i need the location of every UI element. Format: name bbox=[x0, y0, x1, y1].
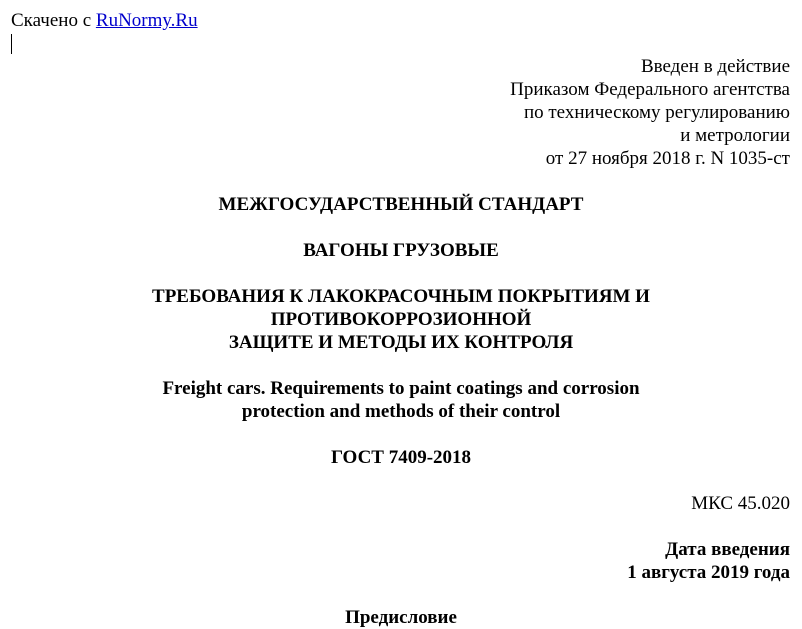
text-cursor bbox=[11, 34, 12, 54]
source-link[interactable]: RuNormy.Ru bbox=[95, 10, 198, 31]
approval-line: и метрологии bbox=[680, 125, 790, 146]
document-subject-text: ВАГОНЫ ГРУЗОВЫЕ bbox=[303, 240, 499, 261]
intro-date-label: Дата введения bbox=[665, 539, 790, 560]
mks-text: МКС 45.020 bbox=[691, 493, 790, 514]
title-english bbox=[0, 377, 802, 423]
title-russian-line: ПРОТИВОКОРРОЗИОННОЙ bbox=[270, 309, 532, 330]
document-subject bbox=[0, 239, 802, 262]
source-line bbox=[11, 9, 198, 32]
preface-heading-text: Предисловие bbox=[345, 607, 457, 628]
approval-line: по техническому регулированию bbox=[523, 102, 790, 123]
approval-line: Введен в действие bbox=[640, 56, 790, 77]
source-prefix: Скачено с bbox=[11, 10, 96, 31]
intro-date-value: 1 августа 2019 года bbox=[627, 562, 790, 583]
approval-line: Приказом Федерального агентства bbox=[510, 79, 790, 100]
standard-type bbox=[0, 193, 802, 216]
approval-block bbox=[510, 55, 790, 170]
title-russian-line: ЗАЩИТЕ И МЕТОДЫ ИХ КОНТРОЛЯ bbox=[228, 332, 574, 353]
title-english-line: protection and methods of their control bbox=[241, 401, 561, 422]
title-russian bbox=[0, 285, 802, 354]
designation-text: ГОСТ 7409-2018 bbox=[330, 447, 472, 468]
approval-line: от 27 ноября 2018 г. N 1035-ст bbox=[545, 148, 790, 169]
document-designation bbox=[0, 446, 802, 469]
title-english-line: Freight cars. Requirements to paint coatings and corrosion bbox=[162, 378, 640, 399]
intro-date-block bbox=[627, 538, 790, 584]
section-heading-preface bbox=[0, 606, 802, 629]
mks-code bbox=[691, 492, 790, 515]
title-russian-line: ТРЕБОВАНИЯ К ЛАКОКРАСОЧНЫМ ПОКРЫТИЯМ И bbox=[152, 286, 650, 307]
standard-type-text: МЕЖГОСУДАРСТВЕННЫЙ СТАНДАРТ bbox=[218, 194, 584, 215]
